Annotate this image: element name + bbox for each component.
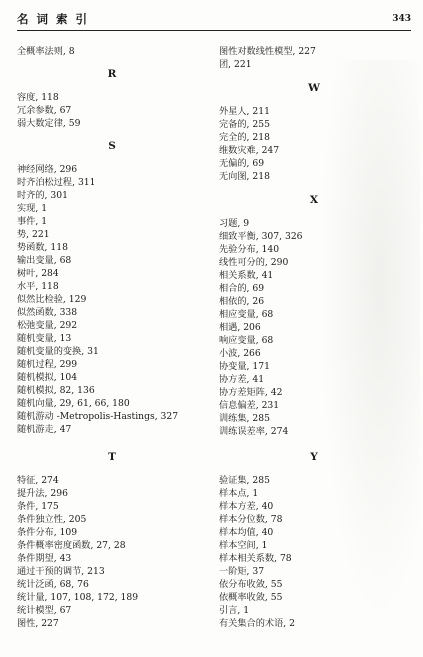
index-entry: 外星人, 211 <box>219 106 270 117</box>
index-entry: 线性可分的, 290 <box>219 257 289 268</box>
index-entry: 相关系数, 41 <box>219 270 274 281</box>
index-entry: 容度, 118 <box>17 92 59 103</box>
index-entry: 随机模拟, 82, 136 <box>17 385 95 396</box>
index-entry: 样本均值, 40 <box>219 527 274 538</box>
index-entry: 全概率法则, 8 <box>17 46 75 57</box>
index-entry: 时齐泊松过程, 311 <box>17 177 96 188</box>
index-entry: 随机向量, 29, 61, 66, 180 <box>17 398 130 409</box>
section-letter: X <box>309 194 319 206</box>
index-entry: 有关集合的术语, 2 <box>219 618 295 629</box>
index-entry: 图性对数线性模型, 227 <box>219 46 316 57</box>
index-entry: 树叶, 284 <box>17 268 59 279</box>
page-header <box>17 8 411 31</box>
index-entry: 图性, 227 <box>17 618 59 629</box>
index-entry: 通过干预的调节, 213 <box>17 566 105 577</box>
index-entry: 样本方差, 40 <box>219 501 274 512</box>
index-entry: 输出变量, 68 <box>17 255 72 266</box>
index-entry: 特征, 274 <box>17 475 59 486</box>
index-entry: 无偏的, 69 <box>219 158 265 169</box>
index-entry: 条件期望, 43 <box>17 553 72 564</box>
index-entry: 统计泛函, 68, 76 <box>17 579 89 590</box>
index-entry: 协方差矩阵, 42 <box>219 387 283 398</box>
index-entry: 随机游动 -Metropolis-Hastings, 327 <box>17 411 179 422</box>
index-entry: 习题, 9 <box>219 218 250 229</box>
index-entry: 水平, 118 <box>17 281 59 292</box>
page-stain <box>320 60 420 620</box>
index-entry: 条件独立性, 205 <box>17 514 87 525</box>
index-entry: 神经网络, 296 <box>17 164 78 175</box>
index-entry: 相依的, 26 <box>219 296 265 307</box>
section-letter: R <box>107 68 117 80</box>
index-entry: 条件概率密度函数, 27, 28 <box>17 540 126 551</box>
index-entry: 相合的, 69 <box>219 283 265 294</box>
index-entry: 相遇, 206 <box>219 322 261 333</box>
index-entry: 相应变量, 68 <box>219 309 274 320</box>
index-entry: 一阶矩, 37 <box>219 566 265 577</box>
index-entry: 随机过程, 299 <box>17 359 78 370</box>
page-number: 343 <box>392 14 411 24</box>
index-entry: 实现, 1 <box>17 203 48 214</box>
index-entry: 随机变量, 13 <box>17 333 72 344</box>
index-entry: 响应变量, 68 <box>219 335 274 346</box>
index-entry: 协方差, 41 <box>219 374 265 385</box>
index-entry: 样本空间, 1 <box>219 540 268 551</box>
index-entry: 似然函数, 338 <box>17 307 78 318</box>
index-entry: 先验分布, 140 <box>219 244 280 255</box>
index-entry: 事件, 1 <box>17 216 48 227</box>
index-entry: 样本相关系数, 78 <box>219 553 292 564</box>
index-entry: 随机模拟, 104 <box>17 372 78 383</box>
index-entry: 团, 221 <box>219 59 252 70</box>
index-entry: 随机游走, 47 <box>17 424 72 435</box>
index-entry: 统计模型, 67 <box>17 605 72 616</box>
index-entry: 势, 221 <box>17 229 50 240</box>
header-title: 名 词 索 引 <box>17 12 90 26</box>
index-entry: 完全的, 218 <box>219 132 270 143</box>
section-letter: Y <box>310 451 318 463</box>
index-entry: 统计量, 107, 108, 172, 189 <box>17 592 139 603</box>
index-entry: 训练集, 285 <box>219 413 270 424</box>
index-entry: 协变量, 171 <box>219 361 270 372</box>
index-entry: 提升法, 296 <box>17 488 68 499</box>
index-entry: 信息偏差, 231 <box>219 400 280 411</box>
index-entry: 冗余参数, 67 <box>17 105 72 116</box>
index-entry: 维数灾难, 247 <box>219 145 280 156</box>
index-entry: 验证集, 285 <box>219 475 270 486</box>
index-entry: 松弛变量, 292 <box>17 320 78 331</box>
index-entry: 样本分位数, 78 <box>219 514 283 525</box>
index-entry: 小波, 266 <box>219 348 261 359</box>
index-entry: 无向图, 218 <box>219 171 270 182</box>
index-entry: 条件分布, 109 <box>17 527 78 538</box>
section-letter: W <box>308 82 320 94</box>
section-letter: T <box>108 451 116 463</box>
index-entry: 依概率收敛, 55 <box>219 592 283 603</box>
index-entry: 引言, 1 <box>219 605 250 616</box>
index-entry: 似然比检验, 129 <box>17 294 87 305</box>
index-entry: 完备的, 255 <box>219 119 270 130</box>
index-entry: 随机变量的变换, 31 <box>17 346 99 357</box>
index-entry: 弱大数定律, 59 <box>17 118 81 129</box>
index-entry: 条件, 175 <box>17 501 59 512</box>
section-letter: S <box>108 140 116 152</box>
index-entry: 依分布收敛, 55 <box>219 579 283 590</box>
index-entry: 样本点, 1 <box>219 488 259 499</box>
index-entry: 时齐的, 301 <box>17 190 68 201</box>
index-entry: 细致平衡, 307, 326 <box>219 231 303 242</box>
index-entry: 势函数, 118 <box>17 242 68 253</box>
index-entry: 训练误差率, 274 <box>219 426 289 437</box>
